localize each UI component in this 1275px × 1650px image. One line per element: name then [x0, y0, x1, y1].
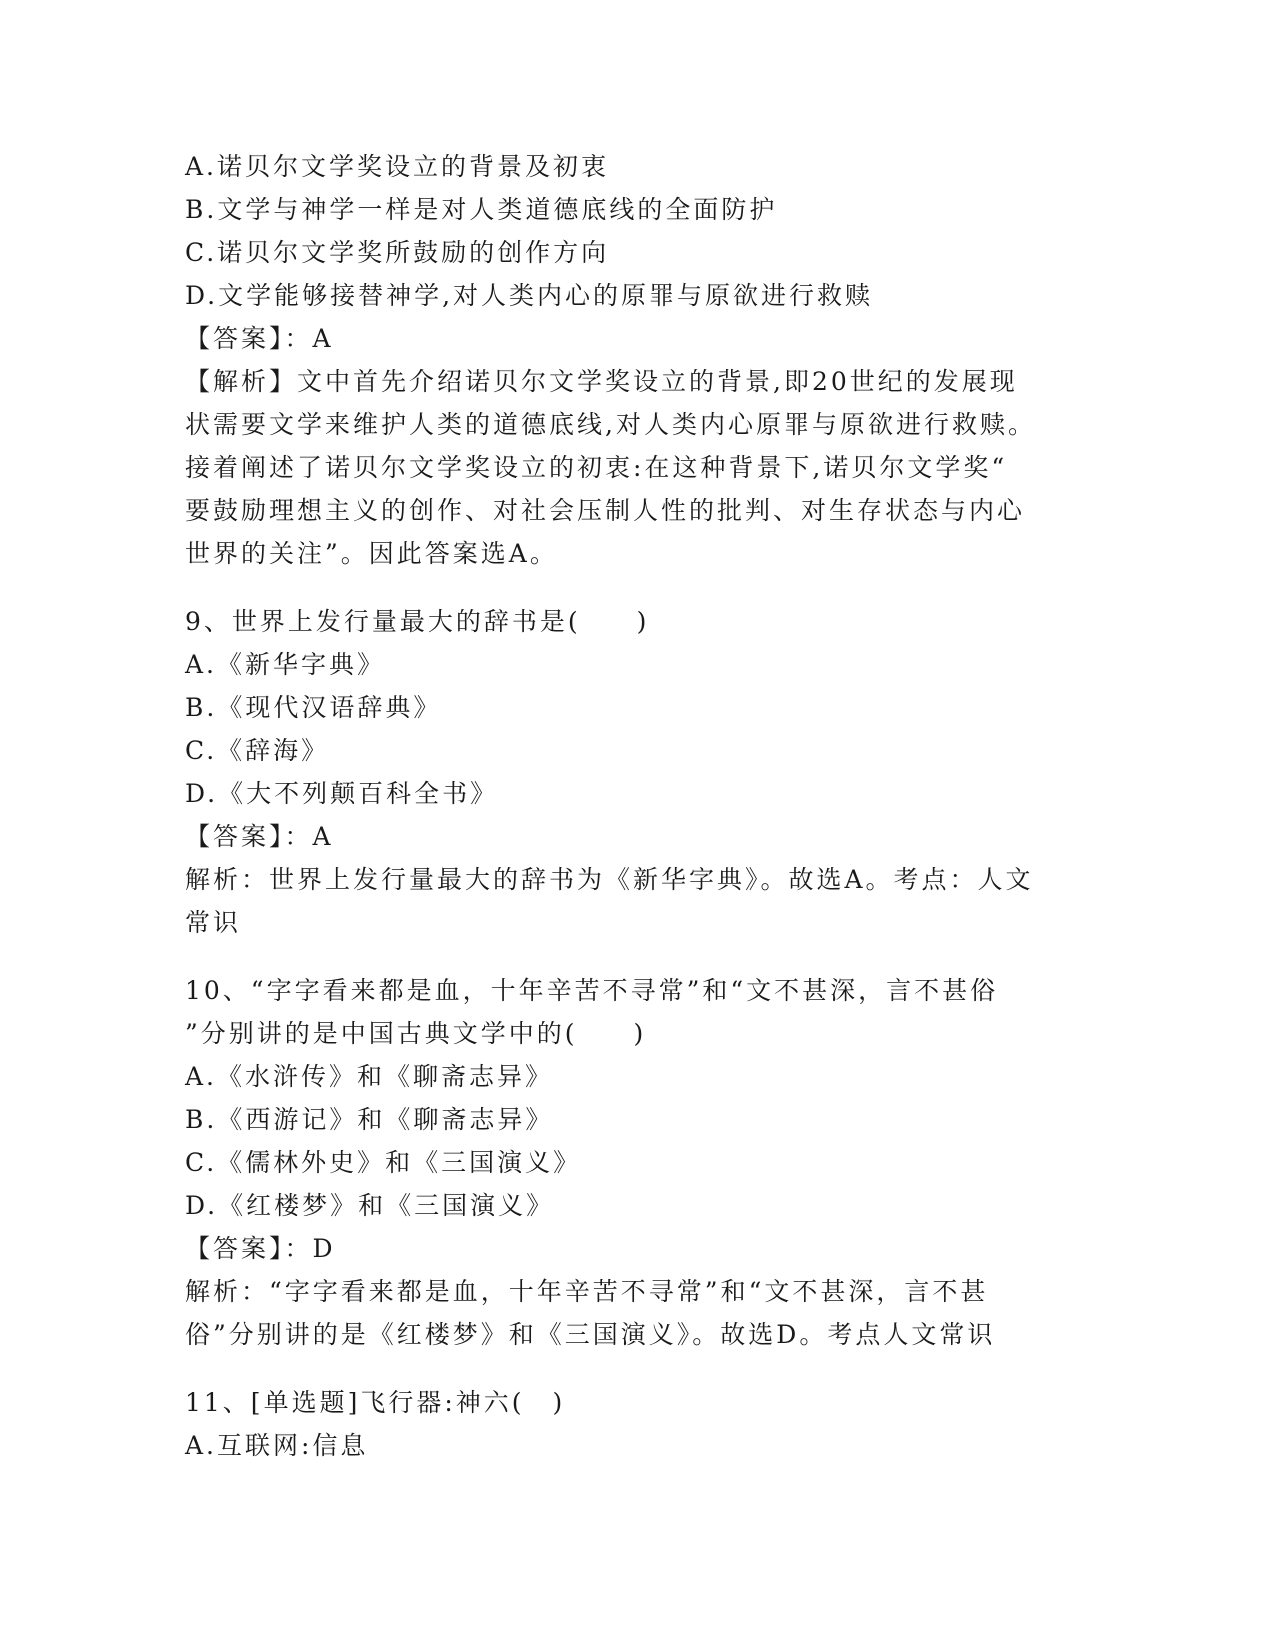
question-text: 10、“字字看来都是血，十年辛苦不寻常”和“文不甚深，言不甚俗 [185, 976, 999, 1005]
option-b: B.《西游记》和《聊斋志异》 [185, 1105, 554, 1134]
option-a: A.互联网:信息 [185, 1431, 369, 1460]
question-10 [185, 969, 1085, 1356]
analysis-line: 【解析】文中首先介绍诺贝尔文学奖设立的背景,即20世纪的发展现 [185, 367, 1018, 396]
option-d: D.《红楼梦》和《三国演义》 [185, 1191, 555, 1220]
analysis-line: 解析：“字字看来都是血，十年辛苦不寻常”和“文不甚深，言不甚 [185, 1277, 989, 1306]
analysis-line: 要鼓励理想主义的创作、对社会压制人性的批判、对生存状态与内心 [185, 496, 1026, 525]
option-a: A.诺贝尔文学奖设立的背景及初衷 [185, 152, 610, 181]
question-8 [185, 145, 1085, 575]
option-b: B.文学与神学一样是对人类道德底线的全面防护 [185, 195, 778, 224]
answer: 【答案】：D [185, 1234, 336, 1263]
option-a: A.《水浒传》和《聊斋志异》 [185, 1062, 554, 1091]
question-text: ”分别讲的是中国古典文学中的( ) [185, 1019, 647, 1048]
document-page [185, 145, 1085, 1467]
analysis-line: 俗”分别讲的是《红楼梦》和《三国演义》。故选D。考点人文常识 [185, 1320, 996, 1349]
question-11 [185, 1381, 1085, 1467]
question-text: 11、[单选题]飞行器:神六( ) [185, 1388, 566, 1417]
option-d: D.《大不列颠百科全书》 [185, 779, 499, 808]
analysis-line: 接着阐述了诺贝尔文学奖设立的初衷:在这种背景下,诺贝尔文学奖“ [185, 453, 1008, 482]
analysis [185, 360, 1085, 575]
option-b: B.《现代汉语辞典》 [185, 693, 442, 722]
analysis-line: 解析：世界上发行量最大的辞书为《新华字典》。故选A。考点：人文 [185, 865, 1034, 894]
question-9 [185, 600, 1085, 944]
option-c: C.《儒林外史》和《三国演义》 [185, 1148, 582, 1177]
option-a: A.《新华字典》 [185, 650, 386, 679]
option-c: C.《辞海》 [185, 736, 330, 765]
option-d: D.文学能够接替神学,对人类内心的原罪与原欲进行救赎 [185, 281, 874, 310]
analysis-line: 常识 [185, 908, 242, 937]
analysis [185, 1270, 1085, 1356]
option-c: C.诺贝尔文学奖所鼓励的创作方向 [185, 238, 610, 267]
analysis [185, 858, 1085, 944]
answer: 【答案】：A [185, 822, 334, 851]
analysis-line: 世界的关注”。因此答案选A。 [185, 539, 558, 568]
answer: 【答案】：A [185, 324, 334, 353]
analysis-line: 状需要文学来维护人类的道德底线,对人类内心原罪与原欲进行救赎。 [185, 410, 1036, 439]
question-text: 9、世界上发行量最大的辞书是( ) [185, 607, 650, 636]
